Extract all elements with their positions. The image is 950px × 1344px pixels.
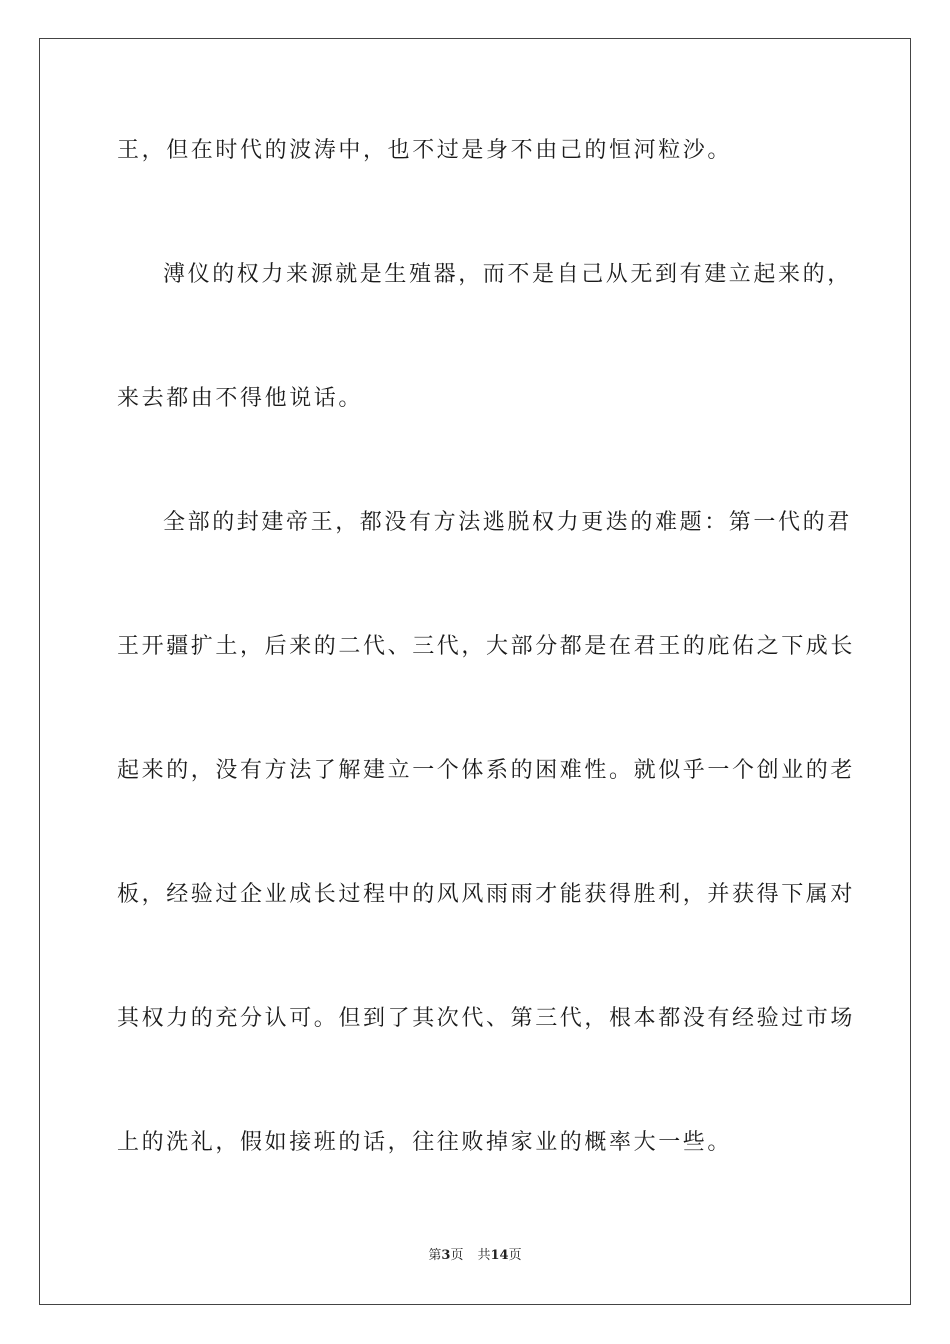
page-footer [0,1247,950,1265]
page-border [39,38,911,1305]
text-line: 起来的，没有方法了解建立一个体系的困难性。就似乎一个创业的老 [117,758,856,783]
text-line: 王开疆扩土，后来的二代、三代，大部分都是在君王的庇佑之下成长 [117,634,856,659]
total-pages: 14 [490,1248,509,1263]
text-line: 上的洗礼，假如接班的话，往往败掉家业的概率大一些。 [117,1130,733,1155]
total-prefix: 共 [477,1248,491,1263]
paragraph-first-line: 全部的封建帝王，都没有方法逃脱权力更迭的难题：第一代的君 [163,510,852,535]
page-suffix: 页 [450,1248,464,1263]
total-suffix: 页 [508,1248,522,1263]
text-line: 王，但在时代的波涛中，也不过是身不由己的恒河粒沙。 [117,138,733,163]
text-line: 板，经验过企业成长过程中的风风雨雨才能获得胜利，并获得下属对 [117,882,856,907]
page-number: 3 [441,1248,451,1263]
paragraph-first-line: 溥仪的权力来源就是生殖器，而不是自己从无到有建立起来的， [163,262,852,287]
text-line: 来去都由不得他说话。 [117,386,364,411]
text-line: 其权力的充分认可。但到了其次代、第三代，根本都没有经验过市场 [117,1006,856,1031]
page-prefix: 第 [428,1248,442,1263]
